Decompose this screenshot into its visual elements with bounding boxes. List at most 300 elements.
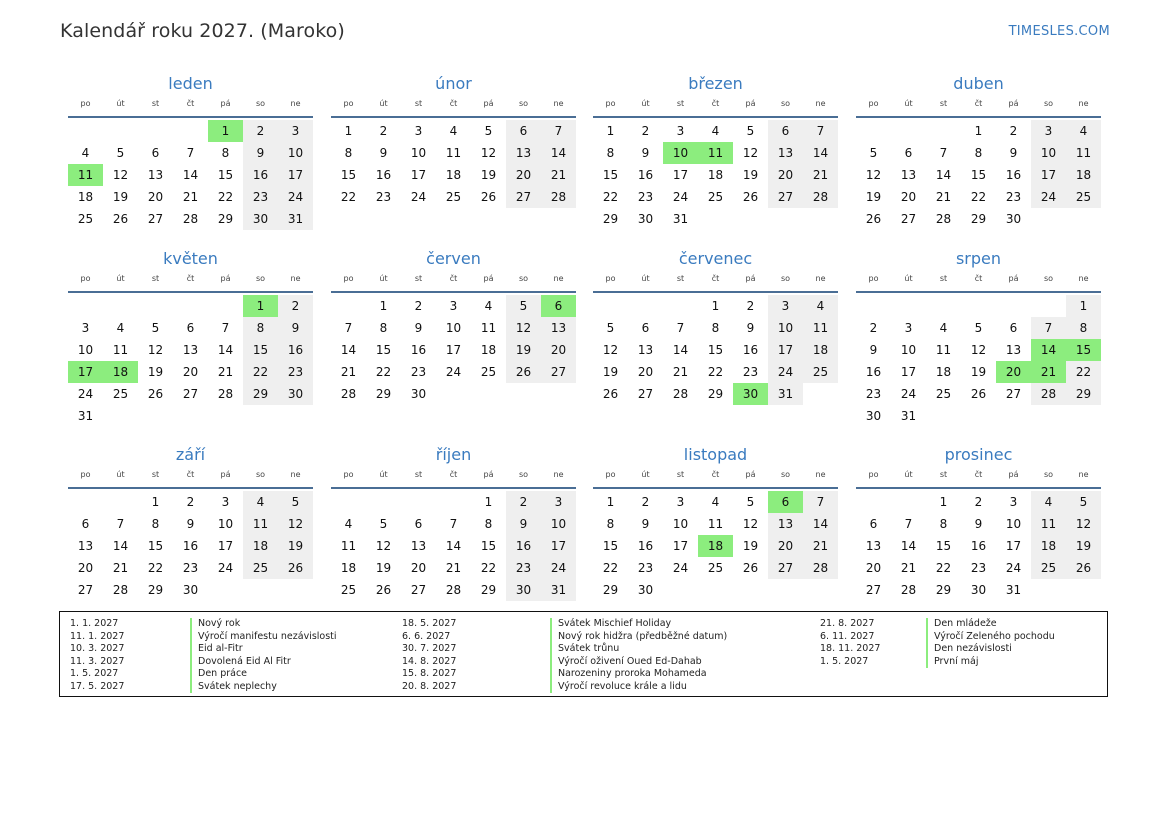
day-cell: 27 (900, 212, 917, 226)
weekday-label: pá (220, 99, 231, 108)
day-cell: 1 (974, 124, 983, 138)
month-name: srpen (955, 249, 1002, 268)
day-cell: 1 (1066, 295, 1101, 317)
empty-cell (138, 405, 173, 427)
weekday-label: út (379, 470, 388, 479)
week-row (68, 579, 313, 601)
weekday-label: po (605, 99, 616, 108)
month-6 (331, 247, 576, 405)
day-cell: 20 (182, 365, 199, 379)
day-cell: 11 (340, 539, 357, 553)
day-cell: 9 (641, 517, 650, 531)
weekday-label: po (343, 99, 354, 108)
day-cell: 5 (151, 321, 160, 335)
day-cell: 14 (217, 343, 234, 357)
empty-cell (1031, 295, 1066, 317)
day-cell: 14 (445, 539, 462, 553)
weekday-label: so (518, 274, 529, 283)
day-cell: 4 (939, 321, 948, 335)
week-row (331, 579, 576, 601)
day-cell: 25 (707, 190, 724, 204)
month-7 (593, 247, 838, 405)
day-cell: 16 (375, 168, 392, 182)
weekday-label: po (80, 99, 91, 108)
day-cell: 17 (445, 343, 462, 357)
day-cell: 10 (445, 321, 462, 335)
day-cell: 20 (506, 164, 541, 186)
day-cell: 30 (637, 212, 654, 226)
legend-name: Výročí manifestu nezávislosti (190, 631, 337, 644)
day-cell: 25 (243, 557, 278, 579)
header-rule (856, 487, 1101, 489)
week-row (331, 186, 576, 208)
day-cell: 22 (602, 561, 619, 575)
day-cell: 7 (939, 146, 948, 160)
day-cell: 15 (147, 539, 164, 553)
day-cell: 14 (182, 168, 199, 182)
day-cell: 9 (1009, 146, 1018, 160)
day-cell: 18 (935, 365, 952, 379)
day-cell: 1 (484, 495, 493, 509)
empty-cell (138, 120, 173, 142)
day-cell: 30 (243, 208, 278, 230)
weekday-label: ne (1078, 99, 1089, 108)
legend-date: 30. 7. 2027 (402, 643, 457, 654)
weekday-label: ne (815, 274, 826, 283)
day-cell: 3 (541, 491, 576, 513)
day-cell: 16 (637, 168, 654, 182)
day-cell: 27 (865, 583, 882, 597)
legend-dates (402, 618, 456, 693)
weekday-label: út (379, 99, 388, 108)
site-link[interactable]: TIMESLES.COM (1008, 24, 1110, 39)
day-cell: 20 (637, 365, 654, 379)
legend-names (926, 618, 1055, 668)
weekday-label: čt (449, 470, 458, 479)
empty-cell (506, 383, 541, 405)
day-cell: 7 (449, 517, 458, 531)
day-cell: 31 (768, 383, 803, 405)
empty-cell (856, 295, 891, 317)
day-cell: 30 (637, 583, 654, 597)
day-cell: 24 (410, 190, 427, 204)
day-cell: 22 (375, 365, 392, 379)
week-row (593, 317, 838, 339)
month-name: březen (688, 74, 743, 93)
legend-name: Den nezávislosti (926, 643, 1055, 656)
day-cell: 14 (803, 142, 838, 164)
weeks (331, 120, 576, 208)
day-cell: 8 (1066, 317, 1101, 339)
day-cell: 19 (112, 190, 129, 204)
month-5 (68, 247, 313, 427)
day-cell: 18 (243, 535, 278, 557)
day-cell: 8 (974, 146, 983, 160)
week-row (68, 208, 313, 230)
day-cell: 19 (278, 535, 313, 557)
day-cell: 5 (379, 517, 388, 531)
day-cell: 8 (151, 517, 160, 531)
month-name: listopad (683, 445, 748, 464)
legend-date: 18. 11. 2027 (820, 643, 881, 654)
week-row (331, 142, 576, 164)
holiday-day: 6 (768, 491, 803, 513)
day-cell: 2 (278, 295, 313, 317)
day-cell: 25 (803, 361, 838, 383)
header-rule (856, 291, 1101, 293)
weekday-label: so (518, 99, 529, 108)
weekday-label: so (1043, 99, 1054, 108)
day-cell: 14 (541, 142, 576, 164)
day-cell: 17 (672, 539, 689, 553)
weekday-label: pá (1008, 274, 1019, 283)
day-cell: 7 (803, 491, 838, 513)
day-cell: 28 (935, 212, 952, 226)
day-cell: 26 (480, 190, 497, 204)
weekday-header (331, 96, 576, 112)
day-cell: 13 (865, 539, 882, 553)
empty-cell (663, 295, 698, 317)
day-cell: 9 (186, 517, 195, 531)
day-cell: 21 (803, 164, 838, 186)
day-cell: 9 (243, 142, 278, 164)
day-cell: 18 (480, 343, 497, 357)
weekday-label: st (939, 274, 948, 283)
day-cell: 19 (865, 190, 882, 204)
holiday-day: 30 (733, 383, 768, 405)
day-cell: 31 (1005, 583, 1022, 597)
month-8 (856, 247, 1101, 427)
weekday-label: so (780, 99, 791, 108)
day-cell: 17 (768, 339, 803, 361)
month-name: říjen (435, 445, 472, 464)
day-cell: 8 (939, 517, 948, 531)
day-cell: 26 (970, 387, 987, 401)
weekday-label: pá (483, 99, 494, 108)
weekday-label: st (151, 274, 160, 283)
day-cell: 23 (506, 557, 541, 579)
legend-date: 1. 5. 2027 (70, 668, 119, 679)
day-cell: 11 (935, 343, 952, 357)
day-cell: 13 (77, 539, 94, 553)
header-rule (593, 291, 838, 293)
empty-cell (891, 120, 926, 142)
weekday-label: st (676, 470, 685, 479)
week-row (856, 405, 1101, 427)
day-cell: 25 (707, 561, 724, 575)
week-row (68, 383, 313, 405)
day-cell: 12 (506, 317, 541, 339)
day-cell: 5 (974, 321, 983, 335)
day-cell: 16 (243, 164, 278, 186)
empty-cell (278, 405, 313, 427)
day-cell: 24 (672, 190, 689, 204)
week-row (593, 295, 838, 317)
day-cell: 25 (1031, 557, 1066, 579)
empty-cell (173, 120, 208, 142)
empty-cell (278, 579, 313, 601)
empty-cell (243, 405, 278, 427)
week-row (856, 208, 1101, 230)
day-cell: 15 (602, 168, 619, 182)
week-row (331, 513, 576, 535)
day-cell: 1 (606, 495, 615, 509)
legend-name: Narozeniny proroka Mohameda (550, 668, 727, 681)
weekday-label: pá (1008, 470, 1019, 479)
day-cell: 24 (900, 387, 917, 401)
legend-name: Nový rok (190, 618, 337, 631)
empty-cell (401, 491, 436, 513)
day-cell: 26 (742, 190, 759, 204)
week-row (68, 120, 313, 142)
day-cell: 15 (340, 168, 357, 182)
week-row (68, 361, 313, 383)
day-cell: 17 (1031, 164, 1066, 186)
weekday-label: út (641, 99, 650, 108)
day-cell: 16 (742, 343, 759, 357)
weeks (593, 295, 838, 405)
empty-cell (1066, 208, 1101, 230)
day-cell: 20 (768, 535, 803, 557)
empty-cell (733, 208, 768, 230)
day-cell: 16 (278, 339, 313, 361)
weeks (593, 491, 838, 601)
week-row (593, 383, 838, 405)
empty-cell (208, 405, 243, 427)
day-cell: 25 (112, 387, 129, 401)
day-cell: 21 (112, 561, 129, 575)
day-cell: 7 (541, 120, 576, 142)
weekday-label: st (939, 99, 948, 108)
day-cell: 25 (480, 365, 497, 379)
legend-date: 15. 8. 2027 (402, 668, 457, 679)
week-row (68, 339, 313, 361)
day-cell: 28 (340, 387, 357, 401)
holiday-day: 6 (541, 295, 576, 317)
weekday-label: po (343, 470, 354, 479)
legend-date: 11. 3. 2027 (70, 655, 125, 667)
weekday-label: út (904, 470, 913, 479)
legend-name: Dovolená Eid Al Fitr (190, 656, 337, 669)
day-cell: 22 (602, 190, 619, 204)
weekday-label: ne (290, 99, 301, 108)
weekday-label: ne (290, 274, 301, 283)
day-cell: 24 (278, 186, 313, 208)
day-cell: 28 (182, 212, 199, 226)
day-cell: 25 (445, 190, 462, 204)
day-cell: 5 (746, 124, 755, 138)
day-cell: 30 (278, 383, 313, 405)
weekday-label: po (605, 274, 616, 283)
day-cell: 29 (375, 387, 392, 401)
day-cell: 29 (243, 383, 278, 405)
weeks (856, 491, 1101, 601)
day-cell: 23 (182, 561, 199, 575)
day-cell: 18 (1031, 535, 1066, 557)
day-cell: 18 (803, 339, 838, 361)
week-row (856, 491, 1101, 513)
empty-cell (1031, 405, 1066, 427)
empty-cell (1031, 579, 1066, 601)
week-row (68, 557, 313, 579)
empty-cell (1066, 579, 1101, 601)
day-cell: 22 (935, 561, 952, 575)
day-cell: 31 (541, 579, 576, 601)
day-cell: 30 (410, 387, 427, 401)
day-cell: 20 (900, 190, 917, 204)
empty-cell (593, 295, 628, 317)
month-name: únor (435, 74, 472, 93)
day-cell: 27 (147, 212, 164, 226)
legend-names (190, 618, 337, 693)
weekday-label: út (904, 274, 913, 283)
weekday-label: so (255, 274, 266, 283)
day-cell: 30 (182, 583, 199, 597)
day-cell: 16 (410, 343, 427, 357)
weeks (856, 295, 1101, 427)
day-cell: 12 (742, 146, 759, 160)
day-cell: 27 (182, 387, 199, 401)
weekday-label: út (641, 274, 650, 283)
legend-name: Den práce (190, 668, 337, 681)
day-cell: 22 (340, 190, 357, 204)
day-cell: 28 (900, 583, 917, 597)
week-row (331, 120, 576, 142)
legend-name: Svátek trůnu (550, 643, 727, 656)
day-cell: 18 (707, 168, 724, 182)
day-cell: 8 (711, 321, 720, 335)
day-cell: 22 (480, 561, 497, 575)
legend-name: Svátek neplechy (190, 681, 337, 694)
holiday-day: 17 (68, 361, 103, 383)
day-cell: 29 (935, 583, 952, 597)
weekday-label: pá (483, 274, 494, 283)
day-cell: 30 (865, 409, 882, 423)
empty-cell (436, 491, 471, 513)
weekday-label: ne (815, 470, 826, 479)
weekday-label: st (939, 470, 948, 479)
day-cell: 31 (77, 409, 94, 423)
day-cell: 27 (768, 186, 803, 208)
day-cell: 2 (746, 299, 755, 313)
legend-name: Výročí Zeleného pochodu (926, 631, 1055, 644)
weekday-label: so (518, 470, 529, 479)
day-cell: 7 (221, 321, 230, 335)
day-cell: 26 (506, 361, 541, 383)
weekday-header (856, 467, 1101, 483)
legend-name: Svátek Mischief Holiday (550, 618, 727, 631)
day-cell: 9 (746, 321, 755, 335)
day-cell: 7 (116, 517, 125, 531)
legend-date: 20. 8. 2027 (402, 680, 457, 692)
empty-cell (733, 579, 768, 601)
day-cell: 26 (112, 212, 129, 226)
legend-dates (70, 618, 124, 693)
day-cell: 16 (182, 539, 199, 553)
day-cell: 9 (278, 317, 313, 339)
day-cell: 20 (77, 561, 94, 575)
weekday-label: út (116, 274, 125, 283)
day-cell: 30 (506, 579, 541, 601)
legend-date: 17. 5. 2027 (70, 680, 125, 692)
weekday-label: so (1043, 274, 1054, 283)
empty-cell (698, 579, 733, 601)
day-cell: 27 (506, 186, 541, 208)
weekday-label: čt (711, 470, 720, 479)
day-cell: 10 (1005, 517, 1022, 531)
day-cell: 28 (541, 186, 576, 208)
day-cell: 26 (1066, 557, 1101, 579)
day-cell: 11 (1066, 142, 1101, 164)
day-cell: 13 (637, 343, 654, 357)
day-cell: 5 (484, 124, 493, 138)
empty-cell (331, 295, 366, 317)
day-cell: 21 (541, 164, 576, 186)
holiday-day: 18 (698, 535, 733, 557)
weekday-header (331, 271, 576, 287)
week-row (856, 535, 1101, 557)
weekday-label: út (116, 470, 125, 479)
day-cell: 18 (340, 561, 357, 575)
month-name: červenec (678, 249, 753, 268)
week-row (593, 142, 838, 164)
day-cell: 20 (865, 561, 882, 575)
weekday-header (593, 467, 838, 483)
day-cell: 19 (375, 561, 392, 575)
weekday-label: čt (711, 274, 720, 283)
day-cell: 26 (865, 212, 882, 226)
month-12 (856, 443, 1101, 601)
day-cell: 8 (484, 517, 493, 531)
weekday-label: út (379, 274, 388, 283)
empty-cell (628, 295, 663, 317)
week-row (856, 295, 1101, 317)
weekday-label: út (904, 99, 913, 108)
day-cell: 17 (900, 365, 917, 379)
day-cell: 8 (344, 146, 353, 160)
day-cell: 30 (970, 583, 987, 597)
day-cell: 24 (77, 387, 94, 401)
day-cell: 15 (970, 168, 987, 182)
empty-cell (698, 208, 733, 230)
day-cell: 9 (641, 146, 650, 160)
legend-date: 1. 1. 2027 (70, 618, 119, 629)
legend-name: První máj (926, 656, 1055, 669)
empty-cell (366, 491, 401, 513)
legend-date: 6. 11. 2027 (820, 630, 875, 642)
weekday-header (68, 271, 313, 287)
day-cell: 11 (1031, 513, 1066, 535)
day-cell: 6 (506, 120, 541, 142)
day-cell: 12 (742, 517, 759, 531)
day-cell: 1 (151, 495, 160, 509)
empty-cell (436, 383, 471, 405)
day-cell: 15 (707, 343, 724, 357)
day-cell: 2 (641, 495, 650, 509)
day-cell: 29 (707, 387, 724, 401)
day-cell: 22 (970, 190, 987, 204)
day-cell: 10 (541, 513, 576, 535)
empty-cell (173, 295, 208, 317)
day-cell: 23 (637, 190, 654, 204)
day-cell: 5 (506, 295, 541, 317)
month-name: leden (168, 74, 213, 93)
month-name: červen (426, 249, 481, 268)
day-cell: 28 (672, 387, 689, 401)
day-cell: 4 (243, 491, 278, 513)
day-cell: 2 (974, 495, 983, 509)
day-cell: 19 (506, 339, 541, 361)
